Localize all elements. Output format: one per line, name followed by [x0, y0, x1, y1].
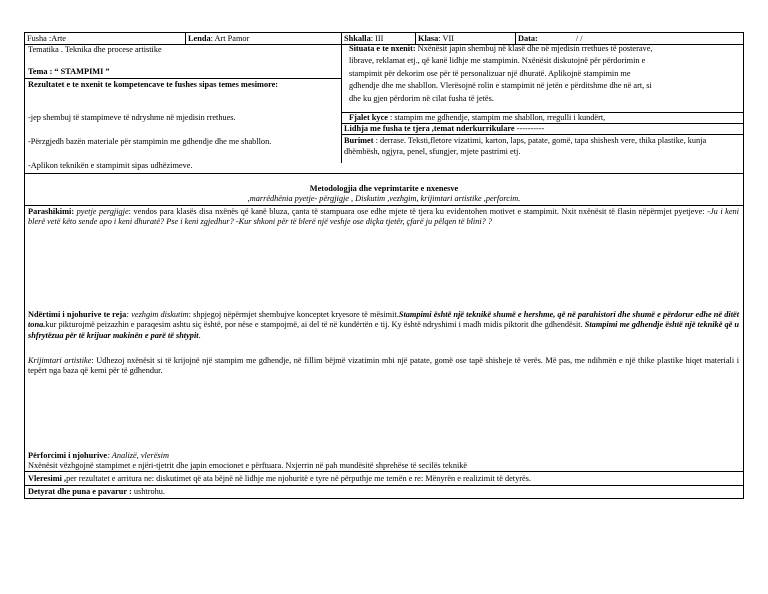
rezultat-item: -jep shembuj të stampimeve të ndryshme në mjedisin rrethues. — [28, 113, 236, 122]
data-field: Data: / / — [518, 34, 583, 43]
krijimtari-artistike: Krijimtari artistike: Udhezoj nxënësit si të krijojnë një stampim me gdhendje, në fillim bëjmë vizatimin mbi një patate, gomë ose tapë shisheje të verës. Më pas, me ndihmën e një thike plastike hiqet materiali i tepërt nga baza që kemi për të gdhendur. — [28, 356, 739, 376]
method-title: Metodologjia dhe veprimtarite e nxenesve — [309, 184, 459, 193]
situata-e-te-nxenit: Situata e te nxenit: Nxënësit japin shembuj në klasë dhe në mjedisin rrethues të posterave, librave, reklamat etj., që kanë lidhje me stampimin. Nxënësit diskutojnë për përdorimin e stampimit për dekorim ose për të personalizuar një dhuratë. Aplikojnë stampimin me gdhendje dhe me shabllon. Vlerësojnë rolin e stampimit në jetën e përditshme dhe në art, si dhe ku gjen përdorim në cilat fusha të jetës. — [349, 44, 653, 103]
shkalla-field: Shkalla: III — [344, 34, 384, 43]
tema: Tema : “ STAMPIMI ” — [28, 67, 110, 76]
lenda-field: Lenda: Art Pamor — [188, 34, 250, 43]
fusha-field: Fusha :Arte — [27, 34, 66, 43]
rezultat-item: -Përzgjedh bazën materiale për stampimin me gdhendje dhe me shabllon. — [28, 137, 272, 146]
divider — [24, 471, 744, 472]
parashikimi: Parashikimi: pyetje pergjigje: vendos para klasës disa nxënës që kanë bluza, çanta të stampuara ose edhe mjete të tjera ku evidentohen motivet e stampimit. Nxit nxënësit të flasin nëpërmjet pyetjeve: -Ju i keni blerë vetë këto sende apo i keni dhuratë? Pse i keni zgjedhur? -Kur shkoni për të blerë një veshje ose diçka tjetër, çfarë ju pëlqen të blini? ? — [28, 207, 739, 227]
method-subtitle: ,marrëdhënia pyetje- përgjigje , Diskutim ,vezhgim, krijimtari artistike ,perforcim. — [247, 194, 521, 203]
fjalet-kyce: Fjalet kyce : stampim me gdhendje, stampim me shabllon, rregulli i kundërt, — [349, 113, 606, 122]
vleresimi: Vleresimi ,per rezultatet e arritura ne: diskutimet që ata bëjnë në lidhje me njohuritë e tyre në përputhje me temën e re: Mënyrën e realizimit të detyrës. — [28, 474, 531, 483]
perforcimi-text: Nxënësit vëzhgojnë stampimet e njëri-tjetrit dhe japin emocionet e përftuara. Nxjerrin në pah mundësitë shprehëse të secilës teknikë — [28, 461, 468, 470]
perforcimi: Përforcimi i njohurive: Analizë, vlerësim — [28, 451, 169, 460]
detyrat: Detyrat dhe puna e pavarur : ushtrohu. — [28, 487, 165, 496]
klasa-field: Klasa: VII — [418, 34, 455, 43]
lidhja-me-fusha: Lidhja me fusha te tjera ,temat nderkurrikulare ---------- — [344, 124, 545, 133]
divider — [185, 32, 186, 44]
burimet: Burimet : derrase. Teksti,fletore vizatimi, karton, laps, patate, gomë, tapa shishesh vere, thika plastike, kunja dhëmbësh, ngjyra, penel, sfungjer, mjete pastrimi etj. — [344, 136, 707, 156]
divider — [24, 78, 341, 79]
divider — [24, 173, 744, 174]
tematika: Tematika . Teknika dhe procese artistike — [28, 45, 162, 54]
ndertimi-njohurive: Ndërtimi i njohurive te reja: vezhgim diskutim: shpjegoj nëpërmjet shembujve konceptet kryesore të mësimit.Stampimi është një teknikë shumë e hershme, që në parahistori dhe shumë e përdorur edhe në ditët tona.kur pikturojmë peizazhin e paraqesim ashtu siç është, por nëse e stampojmë, ai del të në kundërtën e tij. Ky është ndryshimi i madh midis piktorit dhe gdhendësit. Stampimi me gdhendje është një teknikë që u shfrytëzua për të krijuar makinën e parë të shtypit. — [28, 310, 740, 340]
divider — [24, 205, 744, 206]
divider — [341, 134, 744, 135]
rezultat-item: -Aplikon teknikën e stampimit sipas udhëzimeve. — [28, 161, 193, 170]
divider — [24, 485, 744, 486]
rezultatet-title: Rezultatet e te nxenit te kompetencave te fushes sipas temes mesimore: — [28, 80, 279, 89]
column-divider — [341, 32, 342, 163]
